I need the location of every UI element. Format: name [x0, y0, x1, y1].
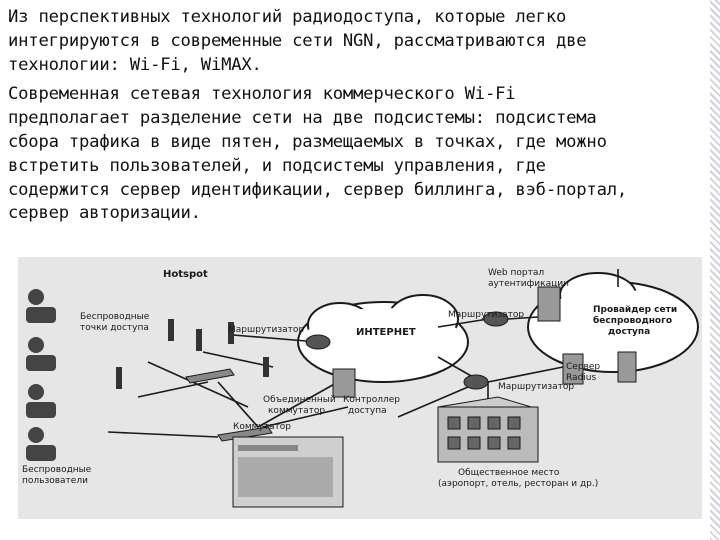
controller-line-1: Контроллер	[343, 395, 400, 405]
paragraph-intro: Из перспективных технологий радиодоступа, которые легко интегрируются в современные сети NGN, рассматриваются две технологии: Wi-Fi, WiMAX.	[8, 7, 587, 75]
text-block	[8, 6, 708, 226]
wireless-users-label	[22, 465, 94, 486]
controller-line-2: доступа	[348, 406, 387, 416]
decorative-stripe	[710, 0, 720, 540]
provider-line-2: беспроводного	[593, 316, 673, 326]
paragraph-wifi: Современная сетевая технология коммерческого Wi-Fi предполагает разделение сети на две подсистемы: подсистема сбора трафика в виде пятен, размещаемых в точках, где можно встретить пользователей, и подсистемы управления, где содержится сервер идентификации, сервер биллинга, вэб-портал, сервер авторизации.	[8, 84, 628, 224]
network-diagram-svg	[18, 257, 702, 519]
provider-line-3: доступа	[608, 327, 651, 337]
public-place-line-2: (аэропорт, отель, ресторан и др.)	[438, 479, 599, 489]
network-diagram	[18, 257, 702, 519]
public-place-label	[438, 468, 598, 489]
combined-switch-line-1: Объединенный	[263, 395, 336, 405]
screenshot-body	[238, 457, 333, 497]
radius-line-1: Сервер	[566, 362, 601, 372]
wireless-users-line-2: пользователи	[22, 476, 88, 486]
switch-label: Коммутатор	[233, 422, 292, 432]
wireless-ap-line-2: точки доступа	[80, 323, 149, 333]
web-portal-line-1: Web портал	[488, 268, 545, 278]
wireless-ap-label	[80, 312, 152, 333]
radius-label	[566, 362, 603, 383]
web-portal-label	[488, 268, 569, 289]
router-top-label: Маршрутизатор	[448, 310, 525, 320]
provider-line-1: Провайдер сети	[593, 305, 678, 315]
building-icon	[438, 397, 538, 462]
screenshot-line	[238, 445, 298, 451]
internet-label: ИНТЕРНЕТ	[356, 327, 416, 338]
user-icons	[26, 289, 56, 461]
combined-switch-label	[263, 395, 339, 416]
router-right-label: Маршрутизатор	[498, 382, 575, 392]
hotspot-label: Hotspot	[163, 269, 208, 280]
web-portal-line-2: аутентификации	[488, 279, 569, 289]
wireless-users-line-1: Беспроводные	[22, 465, 92, 475]
router-left-label: Маршрутизатор	[228, 325, 305, 335]
wireless-ap-line-1: Беспроводные	[80, 312, 150, 322]
controller-label	[343, 395, 403, 416]
public-place-line-1: Общественное место	[458, 468, 560, 478]
combined-switch-line-2: коммутатор	[268, 406, 326, 416]
radius-line-2: Radius	[566, 373, 597, 383]
